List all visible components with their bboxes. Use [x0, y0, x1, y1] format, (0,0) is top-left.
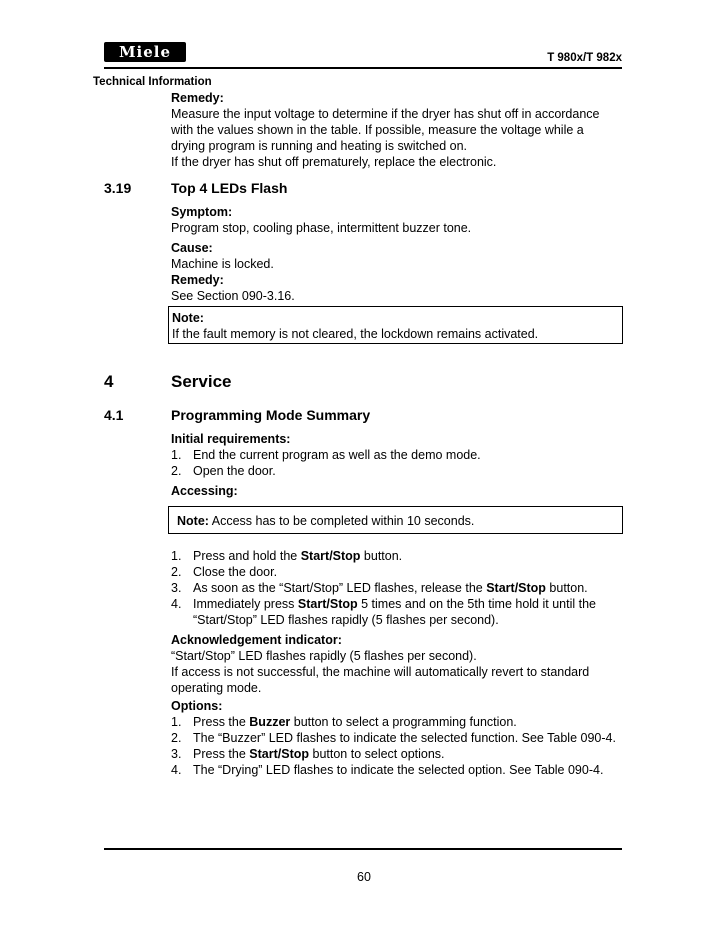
symptom-block	[171, 204, 631, 236]
note-label: Note:	[172, 311, 204, 325]
model-number: T 980x/T 982x	[547, 52, 622, 64]
note-text: Access has to be completed within 10 seconds.	[208, 514, 475, 528]
initial-requirements-label: Initial requirements:	[171, 432, 291, 446]
acknowledgement-line: If access is not successful, the machine will automatically revert to standard	[171, 665, 590, 679]
section-4-1-number: 4.1	[104, 407, 124, 423]
accessing-steps	[171, 548, 631, 628]
list-item: 3. As soon as the “Start/Stop” LED flashes, release the Start/Stop button.	[171, 581, 588, 595]
header-rule	[104, 67, 622, 69]
page-number: 60	[357, 870, 371, 884]
cause-block	[171, 240, 631, 304]
list-item: 4. Immediately press Start/Stop 5 times and on the 5th time hold it until the “Start/Stop” LED flashes rapidly (5 flashes per second).	[171, 597, 596, 627]
list-item: 2. The “Buzzer” LED flashes to indicate the selected function. See Table 090-4.	[171, 731, 616, 745]
options-label: Options:	[171, 699, 223, 713]
remedy-line: Measure the input voltage to determine if the dryer has shut off in accordance	[171, 107, 600, 121]
footer-rule	[104, 848, 622, 850]
list-item: 3. Press the Start/Stop button to select options.	[171, 747, 445, 761]
list-item: 4. The “Drying” LED flashes to indicate the selected option. See Table 090-4.	[171, 763, 604, 777]
acknowledgement-line: operating mode.	[171, 681, 262, 695]
acknowledgement-block	[171, 632, 631, 696]
section-4-title: Service	[171, 372, 232, 391]
options-block	[171, 698, 631, 778]
symptom-text: Program stop, cooling phase, intermittent buzzer tone.	[171, 221, 472, 235]
lockdown-note-box	[168, 306, 623, 344]
list-item: 1. Press and hold the Start/Stop button.	[171, 549, 403, 563]
section-3-19-number: 3.19	[104, 180, 132, 196]
remedy-line: with the values shown in the table. If possible, measure the voltage while a	[171, 123, 584, 137]
remedy-block	[171, 90, 631, 170]
acknowledgement-line: “Start/Stop” LED flashes rapidly (5 flashes per second).	[171, 649, 477, 663]
cause-label: Cause:	[171, 241, 213, 255]
access-note-box	[168, 506, 623, 534]
section-4-1-title: Programming Mode Summary	[171, 407, 371, 423]
section-3-19-title: Top 4 LEDs Flash	[171, 180, 288, 196]
section-4-number: 4	[104, 372, 114, 391]
remedy-line: drying program is running and heating is switched on.	[171, 139, 468, 153]
remedy-label: Remedy:	[171, 273, 224, 287]
list-item: 2. Close the door.	[171, 565, 278, 579]
cause-text: Machine is locked.	[171, 257, 274, 271]
list-item: 1. End the current program as well as the demo mode.	[171, 448, 481, 462]
initial-requirements	[171, 431, 631, 479]
remedy-line: If the dryer has shut off prematurely, replace the electronic.	[171, 155, 497, 169]
list-item: 2. Open the door.	[171, 464, 276, 478]
symptom-label: Symptom:	[171, 205, 233, 219]
miele-logo: Miele	[104, 42, 186, 62]
note-label: Note:	[177, 514, 209, 528]
section-label: Technical Information	[93, 76, 212, 88]
note-text: If the fault memory is not cleared, the lockdown remains activated.	[172, 327, 539, 341]
remedy-label: Remedy:	[171, 91, 224, 105]
acknowledgement-label: Acknowledgement indicator:	[171, 633, 342, 647]
accessing-label: Accessing:	[171, 484, 238, 498]
remedy-text: See Section 090-3.16.	[171, 289, 295, 303]
list-item: 1. Press the Buzzer button to select a programming function.	[171, 715, 517, 729]
